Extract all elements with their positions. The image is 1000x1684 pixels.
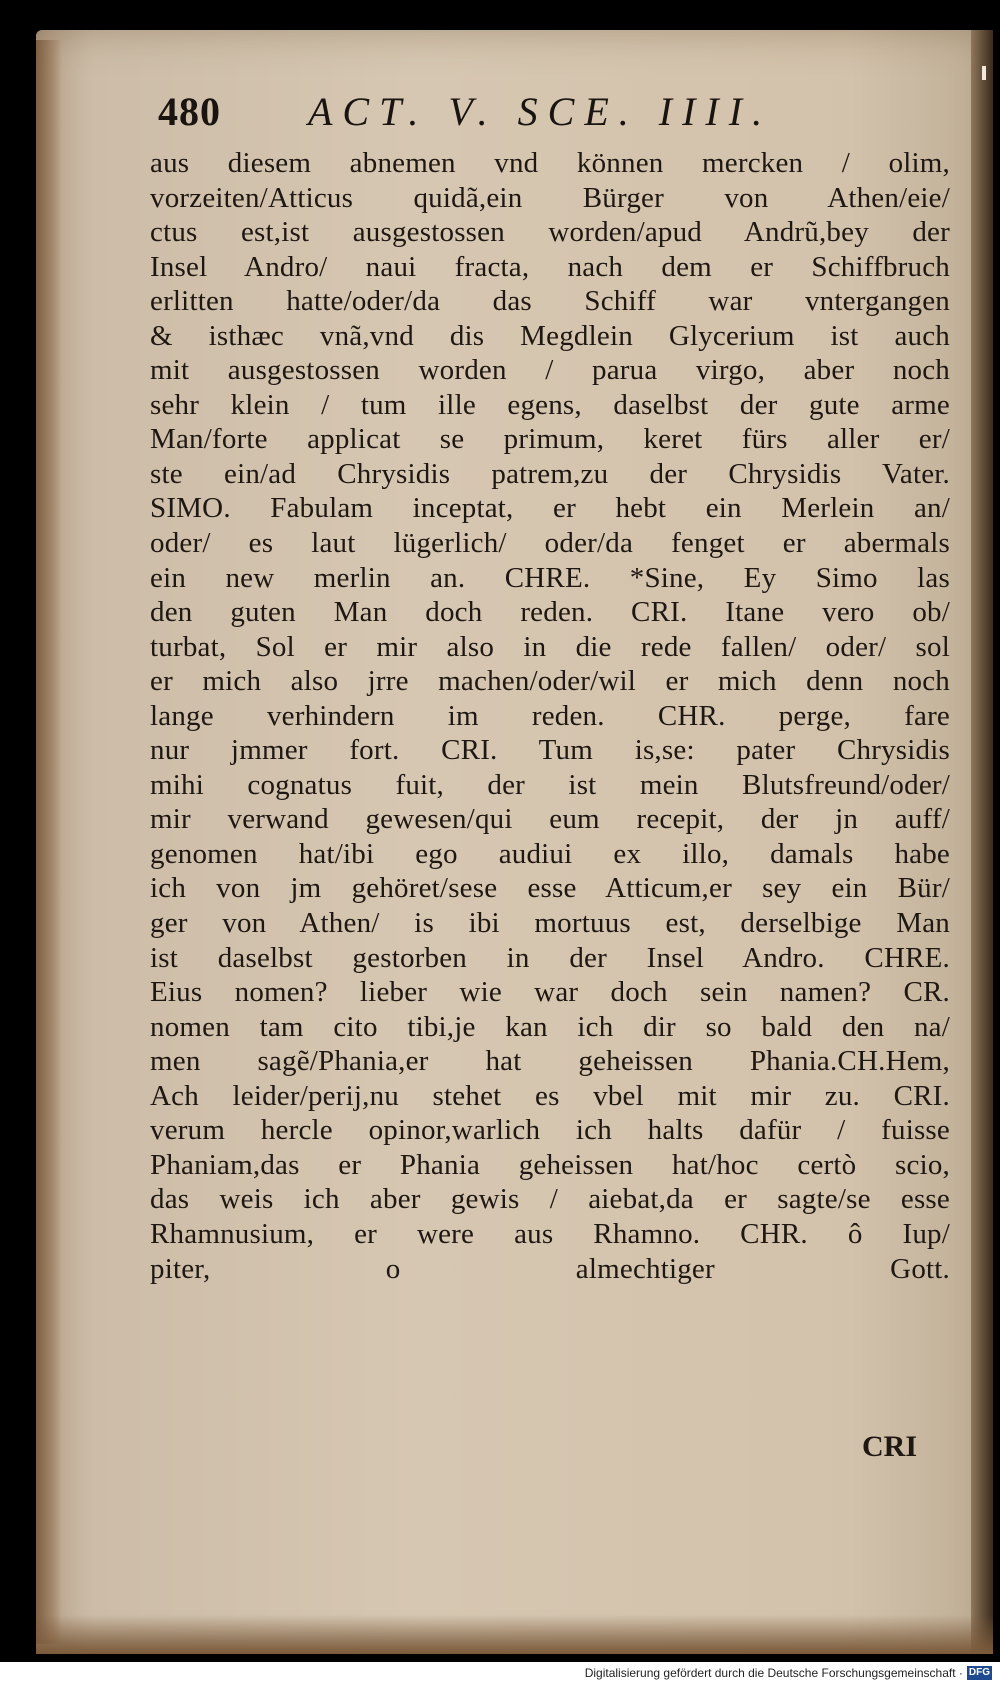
text-line: Rhamnusium, er were aus Rhamno. CHR. ô Iup/ [150,1217,950,1250]
text-line: nur jmmer fort. CRI. Tum is,se: pater Chrysidis [150,734,950,767]
running-head: ACT. V. SCE. IIII. [308,89,773,134]
text-line: ger von Athen/ is ibi mortuus est, derselbige Man [150,907,950,940]
text-line: men sagẽ/Phania,er hat geheissen Phania.CH.Hem, [150,1045,950,1078]
text-line: sehr klein / tum ille egens, daselbst der gute arme [150,388,950,421]
page-tab-marker [982,66,986,80]
text-line: ste ein/ad Chrysidis patrem,zu der Chrysidis Vater. [150,457,950,490]
text-line: ich von jm gehöret/sese esse Atticum,er sey ein Bür/ [150,872,950,905]
text-line: genomen hat/ibi ego audiui ex illo, damals habe [150,837,950,870]
page-gutter-shadow [36,40,62,1644]
text-line: er mich also jrre machen/oder/wil er mich denn noch [150,665,950,698]
footer-credit [0,1662,1000,1684]
page-number: 480 [158,89,221,134]
text-line: ein new merlin an. CHRE. *Sine, Ey Simo las [150,561,950,594]
text-line: ctus est,ist ausgestossen worden/apud Andrũ,bey der [150,216,950,249]
dfg-logo: DFG [968,1667,990,1678]
page-edge-right [971,30,993,1654]
text-line: das weis ich aber gewis / aiebat,da er sagte/se esse [150,1183,950,1216]
page-edge-bottom [36,1615,993,1654]
text-line: ist daselbst gestorben in der Insel Andro. CHRE. [150,941,950,974]
catchword: CRI [862,1430,918,1463]
text-line: oder/ es laut lügerlich/ oder/da fenget er abermals [150,527,950,560]
text-line: mit ausgestossen worden / parua virgo, aber noch [150,354,950,387]
text-line: nomen tam cito tibi,je kan ich dir so bald den na/ [150,1010,950,1043]
text-line: Man/forte applicat se primum, keret fürs aller er/ [150,423,950,456]
text-line: den guten Man doch reden. CRI. Itane vero ob/ [150,596,950,629]
text-line: Ach leider/perij,nu stehet es vbel mit mir zu. CRI. [150,1079,950,1112]
text-line: turbat, Sol er mir also in die rede fallen/ oder/ sol [150,630,950,663]
text-line: aus diesem abnemen vnd können mercken / olim, [150,147,950,179]
text-line: Eius nomen? lieber wie war doch sein namen? CR. [150,976,950,1009]
text-line: lange verhindern im reden. CHR. perge, fare [150,699,950,732]
page-header [158,88,938,148]
text-line: erlitten hatte/oder/da das Schiff war vntergangen [150,285,950,318]
text-line: SIMO. Fabulam inceptat, er hebt ein Merlein an/ [150,492,950,525]
text-line: mir verwand gewesen/qui eum recepit, der jn auff/ [150,803,950,836]
text-line: & isthæc vnã,vnd dis Megdlein Glycerium ist auch [150,319,950,352]
text-line: Insel Andro/ naui fracta, nach dem er Schiffbruch [150,250,950,283]
text-line: vorzeiten/Atticus quidã,ein Bürger von Athen/eie/ [150,181,950,214]
footer-credit-text: Digitalisierung gefördert durch die Deutsche Forschungsgemeinschaft · [584,1666,963,1680]
text-line: mihi cognatus fuit, der ist mein Blutsfreund/oder/ [150,768,950,801]
text-line: verum hercle opinor,warlich ich halts dafür / fuisse [150,1114,950,1147]
text-line: Phaniam,das er Phania geheissen hat/hoc certò scio, [150,1148,950,1181]
body-text [150,146,950,1286]
text-line: piter, o almechtiger Gott. [150,1252,950,1285]
